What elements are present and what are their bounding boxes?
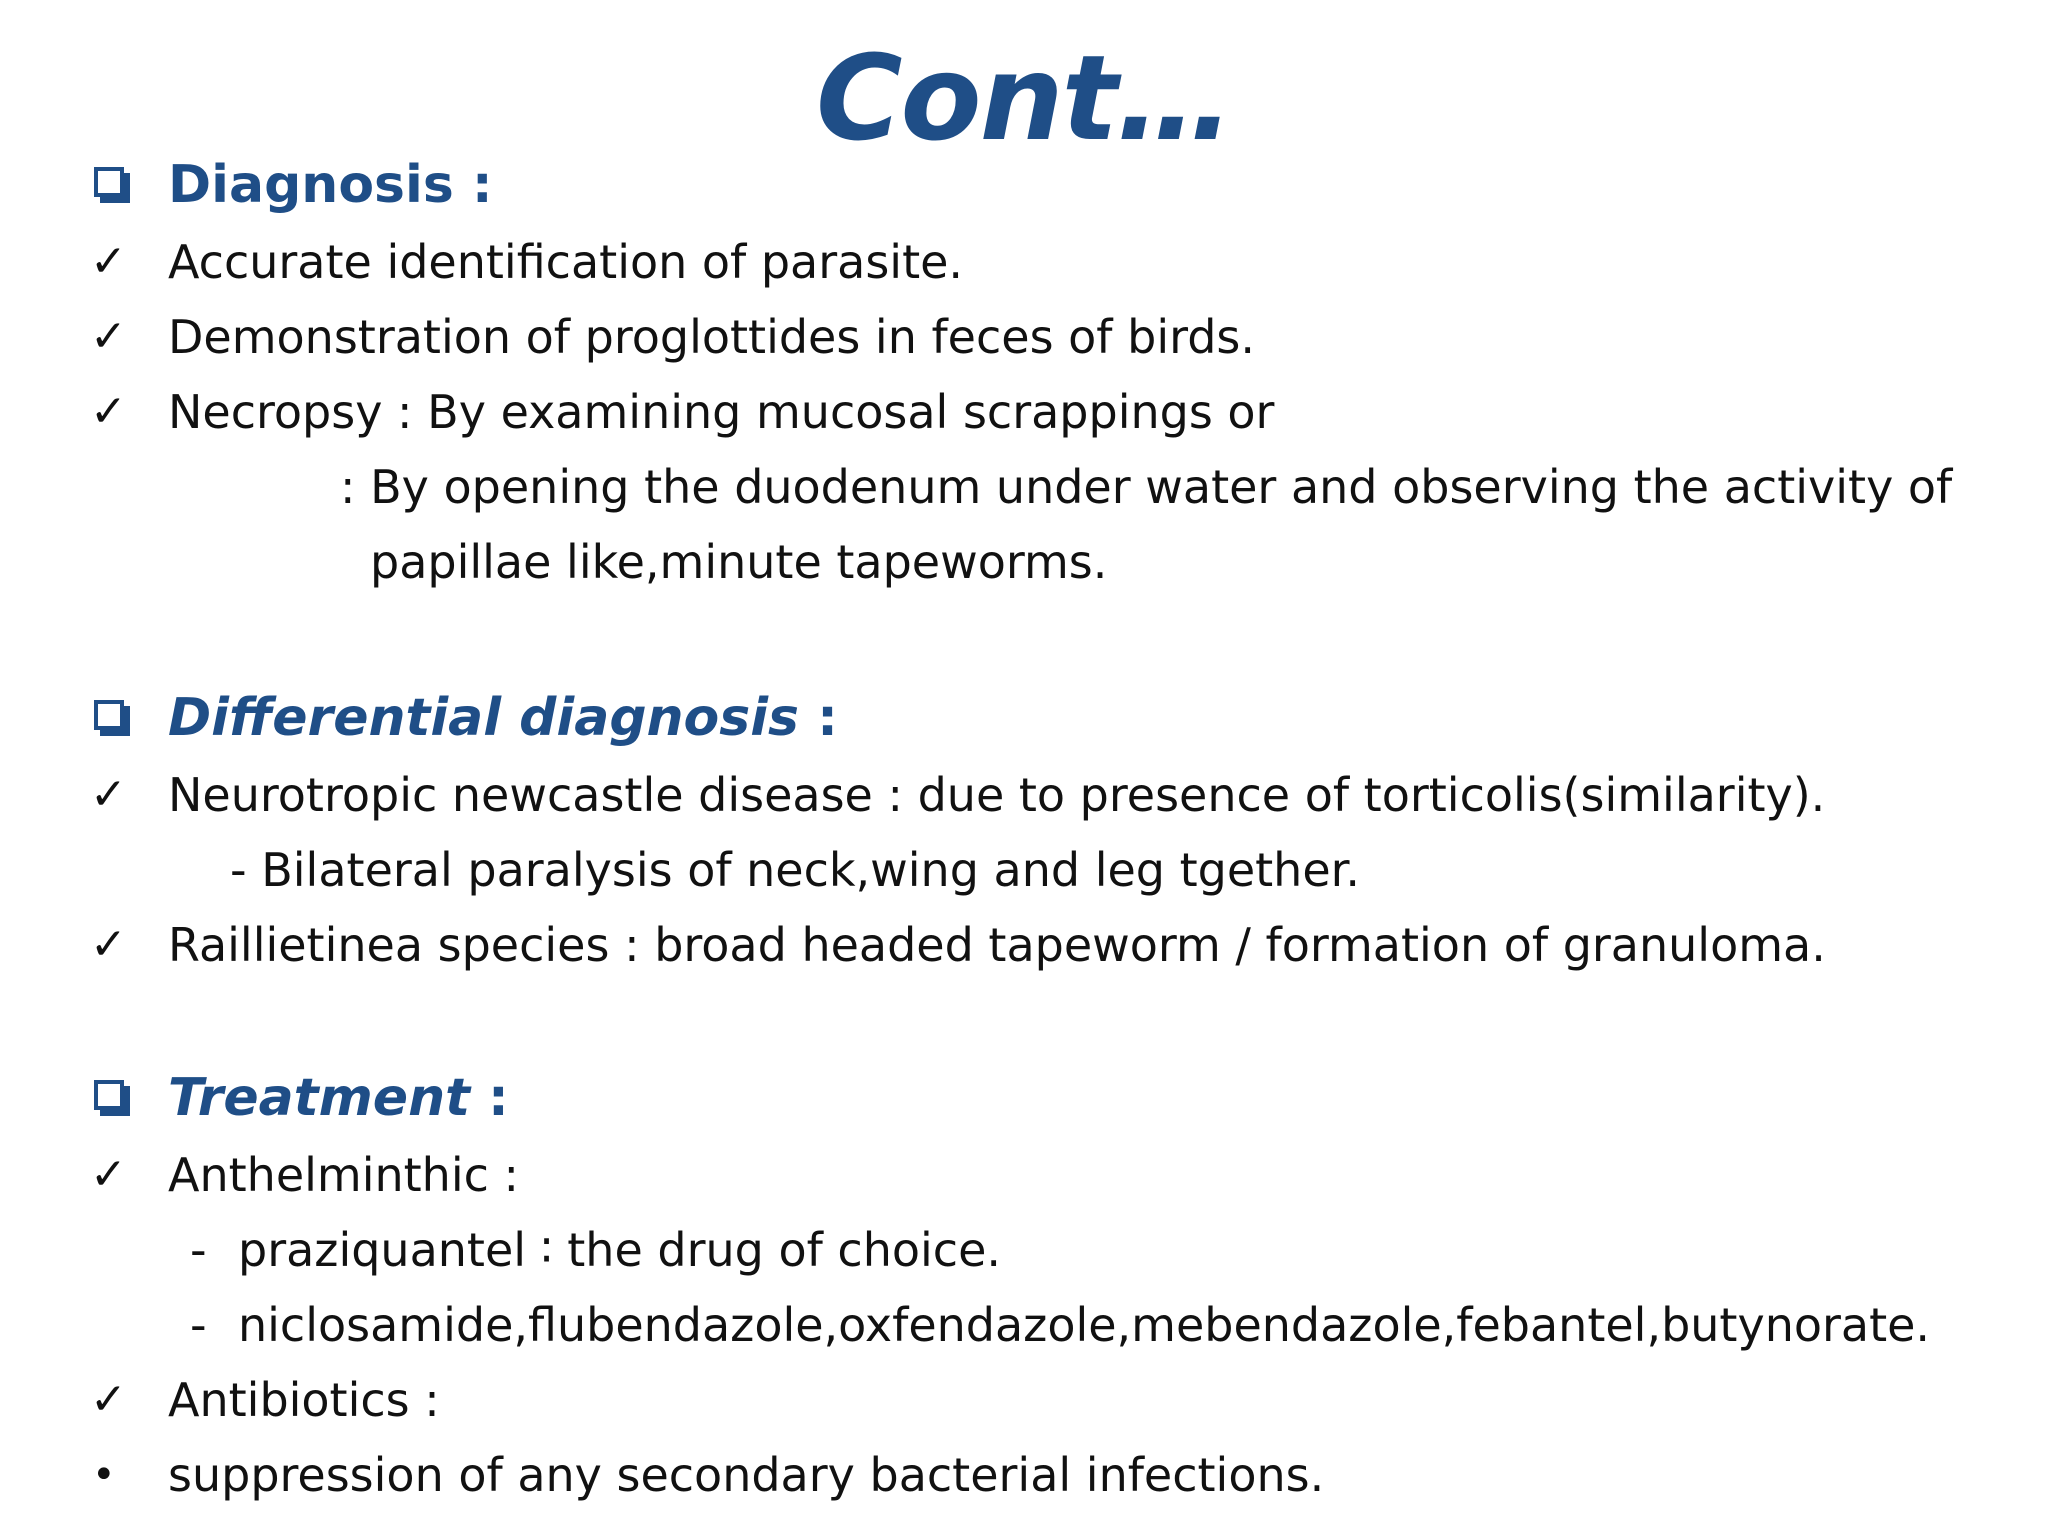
heading-differential-label: Differential diagnosis — [168, 688, 800, 748]
checkbox-square-icon — [94, 700, 132, 738]
checkmark-icon: ✓ — [90, 236, 127, 287]
sub-item-text: praziquantel ∶ the drug of choice. — [238, 1223, 1001, 1277]
list-item-text: Neurotropic newcastle disease : due to presence of torticolis(similarity). — [168, 768, 1826, 822]
checkbox-square-icon — [94, 1080, 132, 1118]
dash-marker: - — [190, 1298, 207, 1352]
heading-colon: : — [469, 1068, 509, 1128]
dash-marker: - — [190, 1223, 207, 1277]
list-item-text: Accurate identification of parasite. — [168, 235, 964, 289]
checkmark-icon: ✓ — [90, 386, 127, 437]
heading-colon: : — [453, 155, 493, 215]
sub-item-text: - Bilateral paralysis of neck,wing and leg tgether. — [230, 843, 1360, 897]
sub-item-text: niclosamide,flubendazole,oxfendazole,mebendazole,febantel,butynorate. — [238, 1298, 1931, 1352]
checkmark-icon: ✓ — [90, 1374, 127, 1425]
continuation-text: papillae like,minute tapeworms. — [370, 535, 1108, 589]
list-item-text: Raillietinea species : broad headed tapeworm / formation of granuloma. — [168, 918, 1826, 972]
list-item-text: Necropsy : By examining mucosal scrappings or — [168, 385, 1275, 439]
list-item-text: suppression of any secondary bacterial infections. — [168, 1448, 1325, 1502]
list-item-text: Anthelminthic : — [168, 1148, 520, 1202]
checkmark-icon: ✓ — [90, 919, 127, 970]
checkmark-icon: ✓ — [90, 769, 127, 820]
bullet-icon: • — [92, 1452, 116, 1498]
heading-colon: : — [799, 688, 838, 748]
checkmark-icon: ✓ — [90, 1149, 127, 1200]
list-item-text: Demonstration of proglottides in feces of birds. — [168, 310, 1255, 364]
continuation-text: : By opening the duodenum under water and observing the activity of — [340, 460, 1953, 514]
heading-diagnosis-label: Diagnosis — [168, 155, 454, 215]
list-item-text: Antibiotics : — [168, 1373, 440, 1427]
slide-title: Cont… — [815, 29, 1233, 167]
checkbox-square-icon — [94, 167, 132, 205]
checkmark-icon: ✓ — [90, 311, 127, 362]
heading-treatment-label: Treatment — [168, 1068, 470, 1128]
